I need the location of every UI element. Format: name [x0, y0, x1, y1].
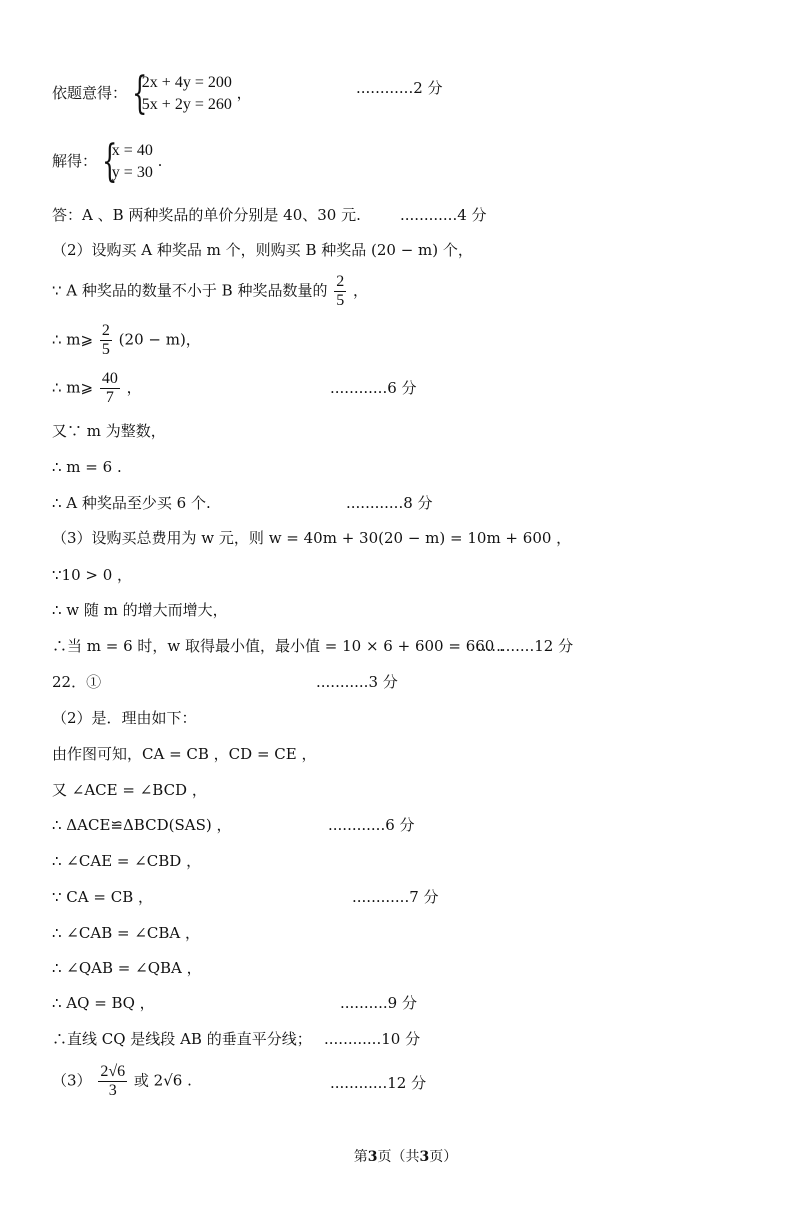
text-line: ∴ m = 6 . [52, 458, 122, 476]
score-marker: ............6 分 [330, 379, 417, 397]
footer-text: 页） [429, 1149, 458, 1165]
score-marker: ............6 分 [328, 816, 415, 834]
text-line: 又 ∠ACE = ∠BCD ， [52, 781, 207, 799]
denominator: 5 [336, 292, 345, 309]
equation-system-line [52, 68, 252, 119]
fraction-line [52, 322, 201, 359]
text-line: ∵10 > 0 ， [52, 566, 133, 584]
brace-icon: { [101, 136, 118, 187]
question-number: 22．① [52, 673, 102, 691]
numerator: 2 [101, 322, 110, 339]
fraction-line [52, 273, 368, 310]
punctuation: ， [236, 84, 252, 102]
numerator: 2 [336, 273, 345, 290]
score-marker: ............12 分 [330, 1074, 427, 1092]
equation-row: x = 40 [111, 142, 153, 159]
equation-row: 2x + 4y = 200 [141, 74, 232, 91]
fraction-line [52, 1063, 192, 1100]
score-marker: ............2 分 [356, 79, 443, 97]
punctuation: ， [126, 378, 142, 397]
line-prefix: 依题意得： [52, 84, 128, 102]
fraction [98, 1063, 127, 1100]
score-marker: ...........3 分 [316, 673, 398, 691]
footer-text: 页（共 [377, 1149, 420, 1165]
text-line: ∵ CA = CB ， [52, 888, 153, 906]
text-line: ∴ w 随 m 的增大而增大， [52, 601, 228, 619]
text-line: ∴ ∠QAB = ∠QBA ， [52, 959, 202, 977]
equation-system [131, 68, 232, 119]
line-text: ∴ m⩾ [52, 330, 94, 349]
text-line: ∴当 m = 6 时，w 取得最小值，最小值 = 10 × 6 + 600 = 660 . [52, 637, 504, 655]
score-marker: ............12 分 [477, 637, 574, 655]
solution-system-line [52, 136, 163, 187]
line-text: (20 − m)， [118, 330, 201, 349]
line-text: 或 2√6 . [133, 1071, 192, 1090]
page-number: 3 [367, 1149, 378, 1165]
text-line: （2）是．理由如下： [52, 709, 197, 727]
numerator: 2√6 [100, 1063, 126, 1080]
page-footer [0, 1146, 811, 1166]
equation-system [101, 136, 153, 187]
text-line: （2）设购买 A 种奖品 m 个，则购买 B 种奖品 (20 − m) 个， [52, 241, 473, 259]
text-line: ∴ A 种奖品至少买 6 个. [52, 494, 211, 512]
footer-text: 第 [353, 1149, 368, 1165]
text-line: ∴ ΔACE≌ΔBCD(SAS) ， [52, 816, 232, 834]
punctuation: ， [353, 281, 369, 300]
brace-icon: { [131, 68, 148, 119]
text-line: ∴ ∠CAE = ∠CBD ， [52, 852, 202, 870]
line-text: ∵ A 种奖品的数量不小于 B 种奖品数量的 [52, 281, 328, 300]
numerator: 40 [101, 370, 118, 387]
text-line: 又∵ m 为整数， [52, 422, 166, 440]
score-marker: ............4 分 [400, 206, 487, 224]
denominator: 5 [101, 341, 110, 358]
equation-row: y = 30 [111, 164, 153, 181]
text-line: （3）设购买总费用为 w 元，则 w = 40m + 30(20 − m) = 10m + 600 ， [52, 529, 572, 547]
score-marker: ............7 分 [352, 888, 439, 906]
text-line: ∴ ∠CAB = ∠CBA ， [52, 924, 200, 942]
score-marker: ............8 分 [346, 494, 433, 512]
line-prefix: 解得： [52, 152, 98, 170]
line-text: （3） [52, 1071, 92, 1090]
fraction-line [52, 370, 142, 407]
punctuation: . [157, 152, 163, 170]
fraction [334, 273, 346, 310]
answer-line: 答：A 、B 两种奖品的单价分别是 40、30 元. [52, 206, 361, 224]
text-line: ∴直线 CQ 是线段 AB 的垂直平分线； [52, 1030, 312, 1048]
text-line: ∴ AQ = BQ ， [52, 994, 155, 1012]
text-line: 由作图可知，CA = CB ，CD = CE ， [52, 745, 317, 763]
denominator: 3 [108, 1082, 117, 1099]
fraction [100, 322, 112, 359]
total-pages: 3 [419, 1149, 430, 1165]
denominator: 7 [105, 389, 114, 406]
score-marker: ..........9 分 [340, 994, 417, 1012]
fraction [100, 370, 120, 407]
score-marker: ............10 分 [324, 1030, 421, 1048]
equation-row: 5x + 2y = 260 [141, 96, 232, 113]
line-text: ∴ m⩾ [52, 378, 94, 397]
